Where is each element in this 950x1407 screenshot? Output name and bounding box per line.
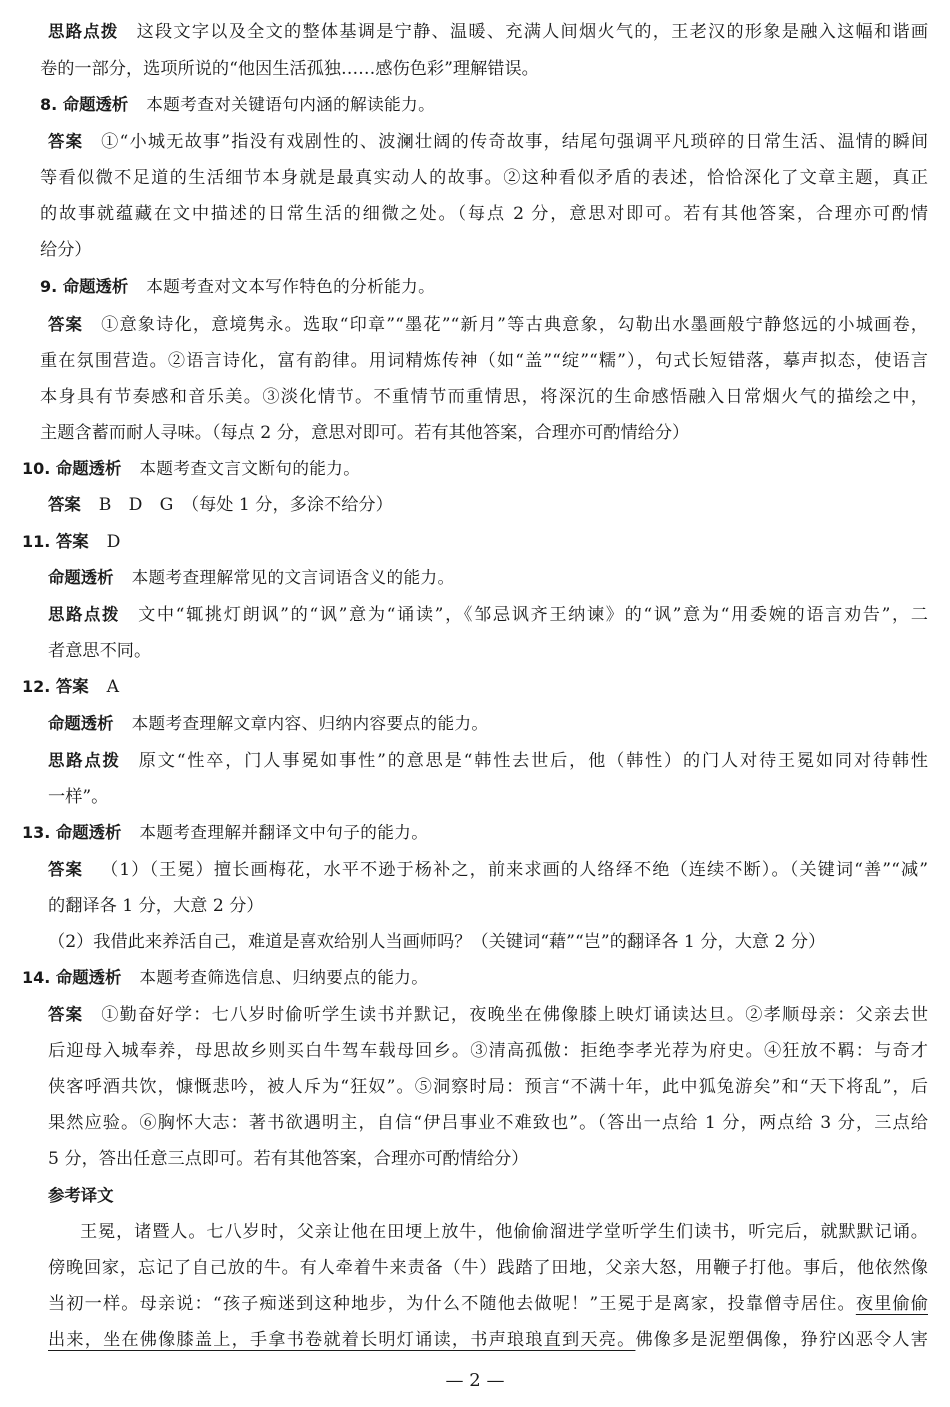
q14-answer-line: 5 分，答出任意三点即可。若有其他答案，合理亦可酌情给分） bbox=[48, 1149, 529, 1169]
translation-line: 当初一样。母亲说：“孩子痴迷到这种地步，为什么不随他去做呢！”王冕于是离家，投靠僧寺居住。夜里偷偷 bbox=[48, 1294, 928, 1314]
answer-label: 答案 bbox=[55, 677, 89, 696]
q8-answer-line: 给分） bbox=[40, 240, 92, 260]
q10-answer: 答案 B D G （每处 1 分，多涂不给分） bbox=[48, 495, 393, 515]
q12-thinking-line: 思路点拨 原文“性卒，门人事冕如事性”的意思是“韩性去世后，他（韩性）的门人对待王冕如同对待韩性 bbox=[48, 751, 928, 771]
intent-label: 命题透析 bbox=[48, 714, 114, 733]
intent-label: 命题透析 bbox=[62, 95, 129, 114]
q13-answer-line: （2）我借此来养活自己，难道是喜欢给别人当画师吗？（关键词“藉”“岂”的翻译各 1 分，大意 2 分） bbox=[48, 932, 826, 952]
translation-line: 王冕，诸暨人。七八岁时，父亲让他在田埂上放牛，他偷偷溜进学堂听学生们读书，听完后，就默默记诵。 bbox=[80, 1222, 928, 1242]
translation-heading: 参考译文 bbox=[48, 1186, 114, 1205]
q14-header: 14. 命题透析 本题考查筛选信息、归纳要点的能力。 bbox=[22, 968, 429, 987]
underlined-text: 出来，坐在佛像膝盖上，手拿书卷就着长明灯诵读，书声琅琅直到天亮。 bbox=[48, 1330, 636, 1350]
intent-label: 命题透析 bbox=[62, 277, 129, 296]
q11-intent: 命题透析 本题考查理解常见的文言词语含义的能力。 bbox=[48, 568, 455, 587]
thinking-label: 思路点拨 bbox=[48, 22, 119, 41]
q9-answer-line: 主题含蓄而耐人寻味。（每点 2 分，意思对即可。若有其他答案，合理亦可酌情给分） bbox=[40, 423, 690, 443]
q9-answer-line: 重在氛围营造。②语言诗化，富有韵律。用词精炼传神（如“盖”“绽”“糯”），句式长短错落，摹声拟态，使语言 bbox=[40, 351, 928, 371]
thinking-label: 思路点拨 bbox=[48, 751, 121, 770]
q11-header: 11. 答案 D bbox=[22, 532, 121, 552]
answer-label: 答案 bbox=[48, 132, 84, 151]
q12-header: 12. 答案 A bbox=[22, 677, 120, 697]
q14-answer-line: 侠客呼酒共饮，慷慨悲吟，被人斥为“狂奴”。⑤洞察时局：预言“不满十年，此中狐兔游矣”和“天下将乱”，后 bbox=[48, 1077, 928, 1097]
answer-label: 答案 bbox=[48, 860, 83, 879]
q7-thinking-line: 思路点拨 这段文字以及全文的整体基调是宁静、温暖、充满人间烟火气的，王老汉的形象是融入这幅和谐画 bbox=[48, 22, 928, 42]
q13-answer-line: 的翻译各 1 分，大意 2 分） bbox=[48, 896, 264, 916]
q10-header: 10. 命题透析 本题考查文言文断句的能力。 bbox=[22, 459, 361, 478]
q9-answer-line: 本身具有节奏感和音乐美。③淡化情节。不重情节而重情思，将深沉的生命感悟融入日常烟火气的描绘之中， bbox=[40, 387, 928, 407]
page-number: — 2 — bbox=[445, 1370, 505, 1391]
thinking-label: 思路点拨 bbox=[48, 605, 121, 624]
answer-label: 答案 bbox=[48, 495, 81, 514]
q9-header: 9. 命题透析 本题考查对文本写作特色的分析能力。 bbox=[40, 277, 436, 296]
intent-label: 命题透析 bbox=[48, 568, 114, 587]
q14-answer-line: 答案 ①勤奋好学：七八岁时偷听学生读书并默记，夜晚坐在佛像膝上映灯诵读达旦。②孝顺母亲：父亲去世 bbox=[48, 1005, 928, 1025]
answer-label: 答案 bbox=[48, 315, 84, 334]
q13-answer-line: 答案 （1）（王冕）擅长画梅花，水平不逊于杨补之，前来求画的人络绎不绝（连续不断）。（关键词“善”“减” bbox=[48, 860, 928, 880]
q8-header: 8. 命题透析 本题考查对关键语句内涵的解读能力。 bbox=[40, 95, 436, 114]
intent-label: 命题透析 bbox=[55, 459, 122, 478]
answer-label: 答案 bbox=[55, 532, 89, 551]
q12-thinking-line: 一样”。 bbox=[48, 787, 109, 807]
intent-label: 命题透析 bbox=[55, 968, 122, 987]
answer-label: 答案 bbox=[48, 1005, 84, 1024]
q8-answer-line: 答案 ①“小城无故事”指没有戏剧性的、波澜壮阔的传奇故事，结尾句强调平凡琐碎的日常生活、温情的瞬间 bbox=[48, 132, 928, 152]
q11-thinking-line: 思路点拨 文中“辄挑灯朗讽”的“讽”意为“诵读”，《邹忌讽齐王纳谏》的“讽”意为“用委婉的语言劝告”，二 bbox=[48, 605, 928, 625]
q11-thinking-line: 者意思不同。 bbox=[48, 641, 152, 661]
q8-answer-line: 的故事就蕴藏在文中描述的日常生活的细微之处。（每点 2 分，意思对即可。若有其他答案，合理亦可酌情 bbox=[40, 204, 928, 224]
intent-label: 命题透析 bbox=[55, 823, 122, 842]
q12-intent: 命题透析 本题考查理解文章内容、归纳内容要点的能力。 bbox=[48, 714, 489, 733]
q14-answer-line: 果然应验。⑥胸怀大志：著书欲遇明主，自信“伊吕事业不难致也”。（答出一点给 1 分，两点给 3 分，三点给 bbox=[48, 1113, 928, 1133]
q7-thinking-line: 卷的一部分，选项所说的“他因生活孤独……感伤色彩”理解错误。 bbox=[40, 59, 539, 79]
q9-answer-line: 答案 ①意象诗化，意境隽永。选取“印章”“墨花”“新月”等古典意象，勾勒出水墨画般宁静悠远的小城画卷， bbox=[48, 315, 928, 335]
q8-answer-line: 等看似微不足道的生活细节本身就是最真实动人的故事。②这种看似矛盾的表述，恰恰深化了文章主题，真正 bbox=[40, 168, 928, 188]
q13-header: 13. 命题透析 本题考查理解并翻译文中句子的能力。 bbox=[22, 823, 429, 842]
q14-answer-line: 后迎母入城奉养，母思故乡则买白牛驾车载母回乡。③清高孤傲：拒绝李孝光荐为府史。④狂放不羁：与奇才 bbox=[48, 1041, 928, 1061]
translation-line: 傍晚回家，忘记了自己放的牛。有人牵着牛来责备（牛）践踏了田地，父亲大怒，用鞭子打他。事后，他依然像 bbox=[48, 1258, 928, 1278]
translation-line: 出来，坐在佛像膝盖上，手拿书卷就着长明灯诵读，书声琅琅直到天亮。佛像多是泥塑偶像，狰狞凶恶令人害 bbox=[48, 1330, 928, 1350]
underlined-text: 夜里偷偷 bbox=[855, 1294, 928, 1314]
